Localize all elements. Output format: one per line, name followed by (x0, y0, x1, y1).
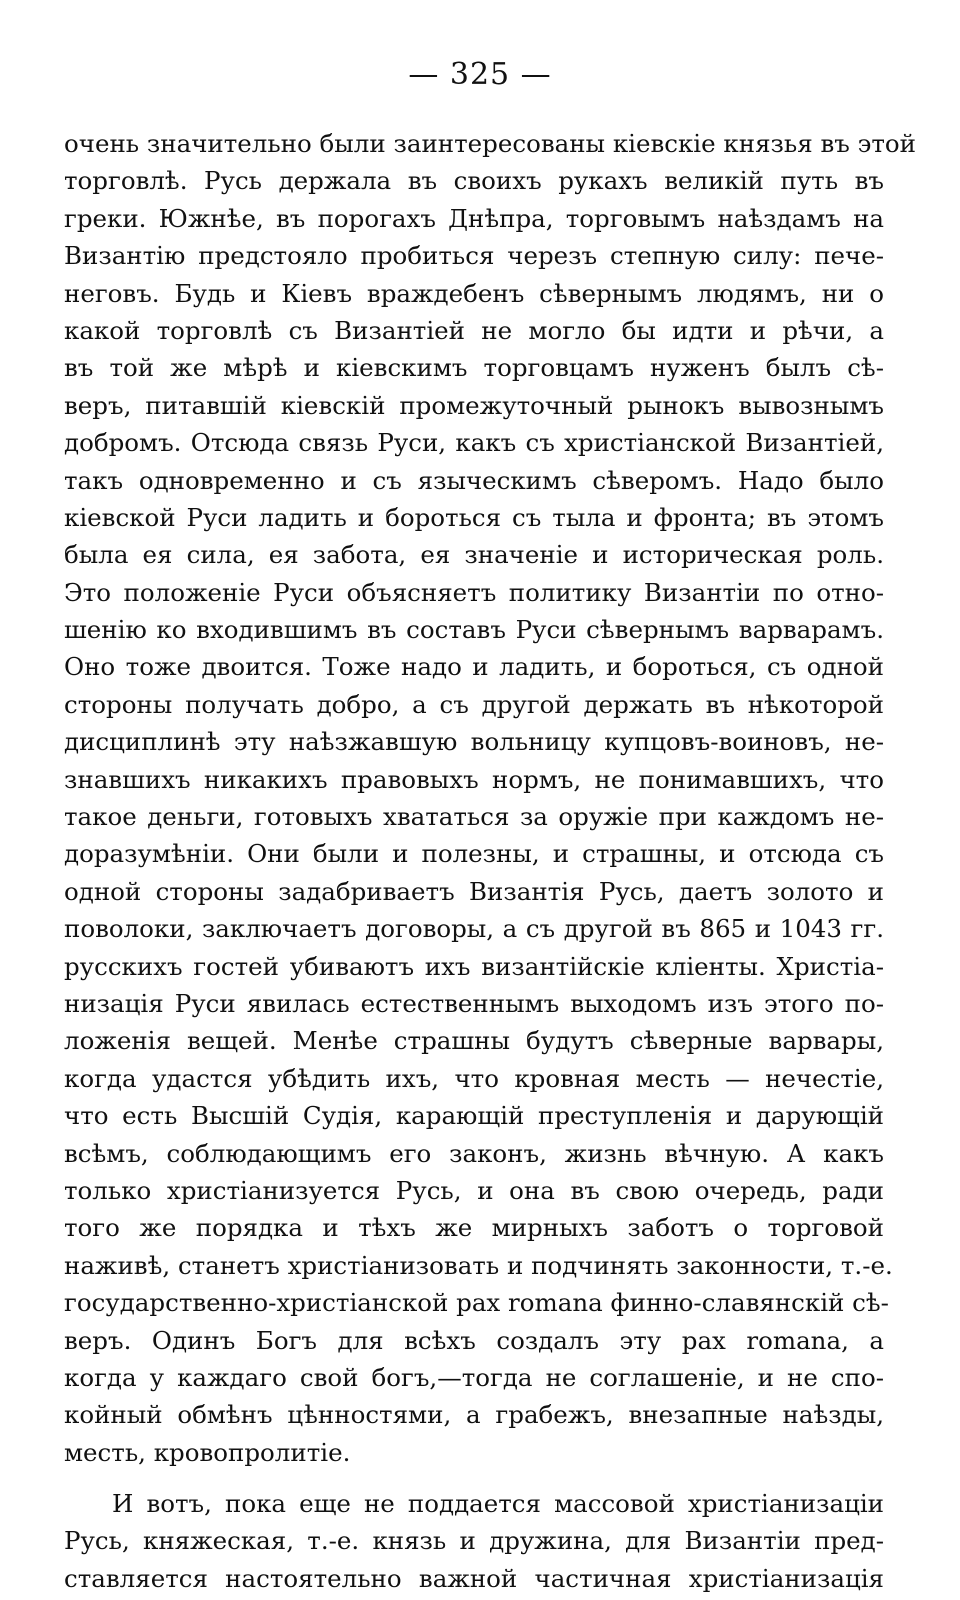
text-line: неговъ. Будь и Кіевъ враждебенъ сѣвернымъ людямъ, ни о (64, 278, 884, 308)
text-line: шенію ко входившимъ въ составъ Руси сѣвернымъ варварамъ. (64, 615, 884, 645)
text-line: всѣмъ, соблюдающимъ его законъ, жизнь вѣчную. А какъ (64, 1138, 884, 1168)
text-line: стороны получать добро, а съ другой держать въ нѣкоторой (64, 689, 884, 719)
text-line: когда у каждаго свой богъ,—тогда не соглашеніе, и не спо- (64, 1362, 884, 1392)
text-line: такъ одновременно и съ языческимъ сѣверомъ. Надо было (64, 465, 884, 495)
text-line: ставляется настоятельно важной частичная христіанизація (64, 1563, 884, 1593)
text-line: только христіанизуется Русь, и она въ свою очередь, ради (64, 1175, 884, 1205)
paragraph-2 (64, 1485, 884, 1597)
text-line: одной стороны задабриваетъ Византія Русь, даетъ золото и (64, 876, 884, 906)
text-line: была ея сила, ея забота, ея значеніе и историческая роль. (64, 540, 884, 570)
paragraph-1 (64, 125, 916, 1471)
text-line: государственно-христіанской pax romana финно-славянскій сѣ- (64, 1288, 889, 1318)
text-line: греки. Южнѣе, въ порогахъ Днѣпра, торговымъ наѣздамъ на (64, 203, 884, 233)
text-line: Византію предстояло пробиться черезъ степную силу: пече- (64, 241, 884, 271)
text-line: очень значительно были заинтересованы кіевскіе князья въ этой (64, 129, 916, 158)
text-line: месть, кровопролитіе. (64, 1437, 351, 1467)
text-line: дисциплинѣ эту наѣзжавшую вольницу купцовъ-воиновъ, не- (64, 727, 884, 757)
text-line: что есть Высшій Судія, карающій преступленія и дарующій (64, 1101, 884, 1131)
page-number: — 325 — (408, 57, 552, 92)
text-line: доразумѣніи. Они были и полезны, и страшны, и отсюда съ (64, 839, 884, 869)
text-line: низація Руси явилась естественнымъ выходомъ изъ этого по- (64, 988, 884, 1018)
text-line: когда удастся убѣдить ихъ, что кровная месть — нечестіе, (64, 1063, 884, 1093)
text-line: того же порядка и тѣхъ же мирныхъ заботъ о торговой (64, 1213, 884, 1243)
text-line: какой торговлѣ съ Византіей не могло бы идти и рѣчи, а (64, 315, 884, 345)
text-line: наживѣ, станетъ христіанизовать и подчинять законности, т.-е. (64, 1250, 893, 1280)
text-line: знавшихъ никакихъ правовыхъ нормъ, не понимавшихъ, что (64, 764, 884, 794)
text-line: веръ. Одинъ Богъ для всѣхъ создалъ эту pax romana, а (64, 1325, 884, 1355)
text-line: Это положеніе Руси объясняетъ политику Византіи по отно- (64, 577, 884, 607)
text-line: кіевской Руси ладить и бороться съ тыла и фронта; въ этомъ (64, 502, 884, 532)
paragraph-gap (64, 1471, 884, 1485)
text-line: поволоки, заключаетъ договоры, а съ другой въ 865 и 1043 гг. (64, 914, 884, 944)
body-text (64, 125, 916, 1597)
text-line: такое деньги, готовыхъ хвататься за оружіе при каждомъ не- (64, 802, 884, 832)
text-line: торговлѣ. Русь держала въ своихъ рукахъ великій путь въ (64, 166, 884, 196)
text-line: койный обмѣнъ цѣнностями, а грабежъ, внезапные наѣзды, (64, 1400, 884, 1430)
text-line: добромъ. Отсюда связь Руси, какъ съ христіанской Византіей, (64, 428, 884, 458)
text-line: И вотъ, пока еще не поддается массовой христіанизаціи (112, 1489, 884, 1519)
text-line: ложенія вещей. Менѣе страшны будутъ сѣверные варвары, (64, 1026, 884, 1056)
text-line: Русь, княжеская, т.-е. князь и дружина, для Византіи пред- (64, 1526, 884, 1556)
text-line: Оно тоже двоится. Тоже надо и ладить, и бороться, съ одной (64, 652, 884, 682)
text-line: веръ, питавшій кіевскій промежуточный рынокъ вывознымъ (64, 390, 884, 420)
text-line: въ той же мѣрѣ и кіевскимъ торговцамъ нуженъ былъ сѣ- (64, 353, 884, 383)
text-line: русскихъ гостей убиваютъ ихъ византійскіе кліенты. Христіа- (64, 951, 884, 981)
